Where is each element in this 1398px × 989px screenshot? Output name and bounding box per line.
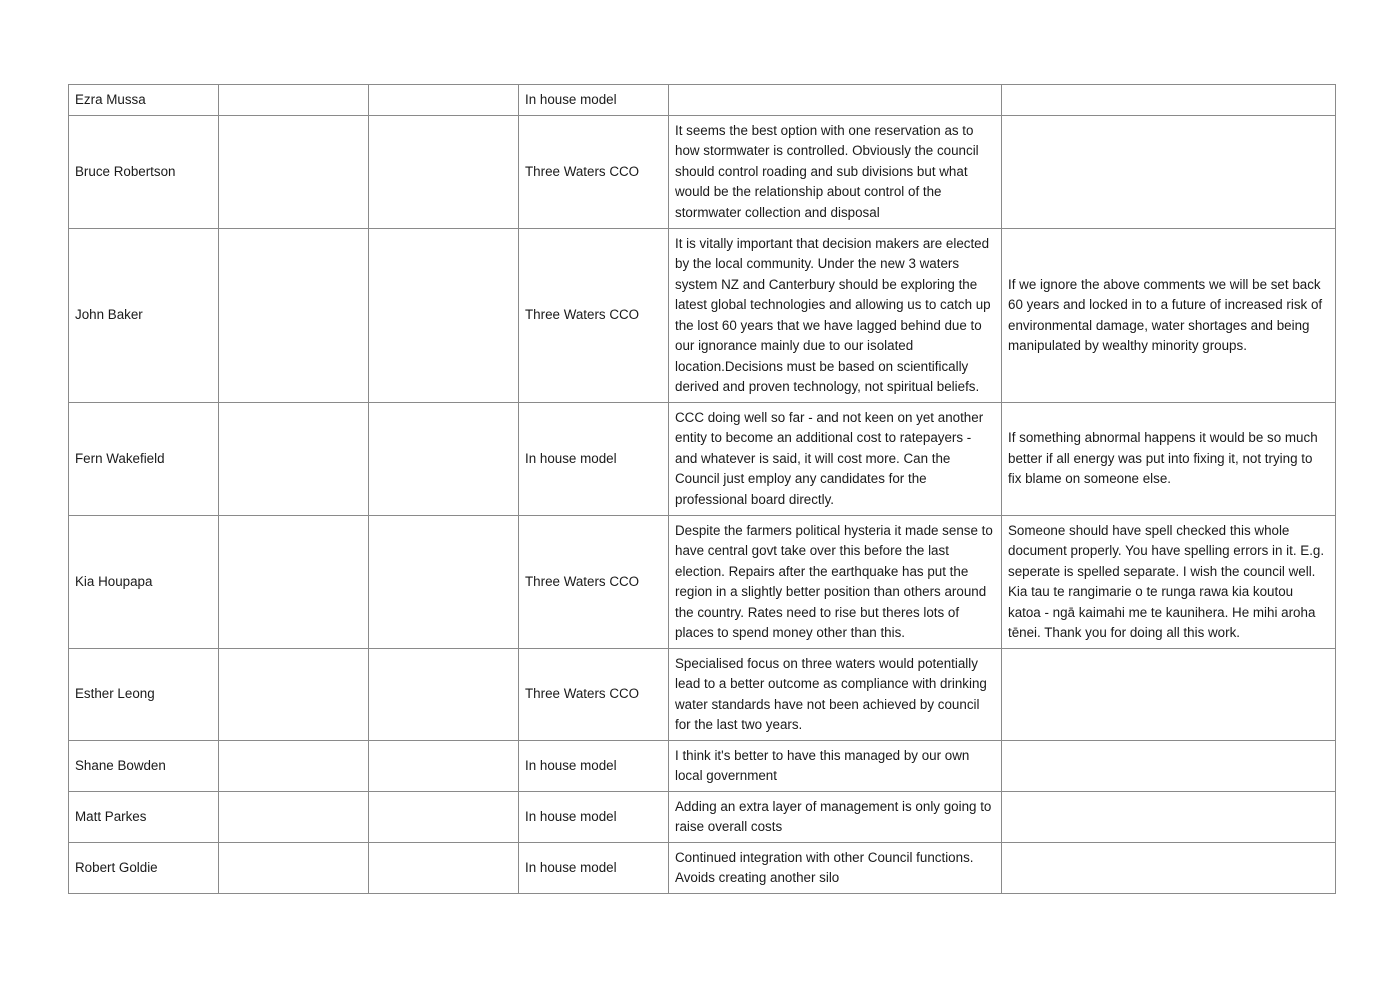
preferred-option: In house model (519, 843, 669, 894)
reason-cell: Adding an extra layer of management is only going to raise overall costs (669, 792, 1002, 843)
preferred-option: Three Waters CCO (519, 116, 669, 229)
other-comments-cell: Someone should have spell checked this whole document properly. You have spelling errors in it. E.g. seperate is spelled separate. I wish the council well. Kia tau te rangimarie o te runga rawa kia koutou katoa - ngā kaimahi me te kaunihera. He mihi aroha tēnei. Thank you for doing all this work. (1002, 516, 1336, 649)
submitter-name: Esther Leong (69, 649, 219, 741)
other-comments-cell: If something abnormal happens it would be so much better if all energy was put into fixing it, not trying to fix blame on someone else. (1002, 403, 1336, 516)
reason-cell: It seems the best option with one reservation as to how stormwater is controlled. Obviously the council should control roading and sub divisions but what would be the relationship about control of the stormwater collection and disposal (669, 116, 1002, 229)
empty-cell (369, 85, 519, 116)
reason-cell: Continued integration with other Council functions. Avoids creating another silo (669, 843, 1002, 894)
submitter-name: Kia Houpapa (69, 516, 219, 649)
empty-cell (219, 792, 369, 843)
empty-cell (219, 116, 369, 229)
empty-cell (369, 792, 519, 843)
preferred-option: Three Waters CCO (519, 516, 669, 649)
empty-cell (369, 649, 519, 741)
empty-cell (369, 403, 519, 516)
empty-cell (219, 741, 369, 792)
table-row (69, 843, 1336, 894)
reason-cell (669, 85, 1002, 116)
table-row (69, 403, 1336, 516)
table-row (69, 792, 1336, 843)
preferred-option: Three Waters CCO (519, 649, 669, 741)
preferred-option: Three Waters CCO (519, 229, 669, 403)
submissions-table (68, 84, 1336, 894)
empty-cell (219, 516, 369, 649)
submitter-name: Shane Bowden (69, 741, 219, 792)
submitter-name: Bruce Robertson (69, 116, 219, 229)
submitter-name: Ezra Mussa (69, 85, 219, 116)
other-comments-cell (1002, 85, 1336, 116)
reason-cell: Specialised focus on three waters would potentially lead to a better outcome as compliance with drinking water standards have not been achieved by council for the last two years. (669, 649, 1002, 741)
reason-cell: It is vitally important that decision makers are elected by the local community. Under the new 3 waters system NZ and Canterbury should be exploring the latest global technologies and allowing us to catch up the lost 60 years that we have lagged behind due to our ignorance mainly due to our isolated location.Decisions must be based on scientifically derived and proven technology, not spiritual beliefs. (669, 229, 1002, 403)
other-comments-cell (1002, 741, 1336, 792)
other-comments-cell: If we ignore the above comments we will be set back 60 years and locked in to a future of increased risk of environmental damage, water shortages and being manipulated by wealthy minority groups. (1002, 229, 1336, 403)
table-row (69, 741, 1336, 792)
empty-cell (369, 741, 519, 792)
table-row (69, 85, 1336, 116)
other-comments-cell (1002, 116, 1336, 229)
empty-cell (219, 843, 369, 894)
other-comments-cell (1002, 843, 1336, 894)
submitter-name: Robert Goldie (69, 843, 219, 894)
empty-cell (219, 403, 369, 516)
empty-cell (369, 516, 519, 649)
other-comments-cell (1002, 649, 1336, 741)
empty-cell (219, 229, 369, 403)
reason-cell: CCC doing well so far - and not keen on yet another entity to become an additional cost to ratepayers - and whatever is said, it will cost more. Can the Council just employ any candidates for the professional board directly. (669, 403, 1002, 516)
reason-cell: I think it's better to have this managed by our own local government (669, 741, 1002, 792)
table-row (69, 516, 1336, 649)
table-row (69, 649, 1336, 741)
reason-cell: Despite the farmers political hysteria it made sense to have central govt take over this before the last election. Repairs after the earthquake has put the region in a slightly better position than others around the country. Rates need to rise but theres lots of places to spend money other than this. (669, 516, 1002, 649)
empty-cell (219, 85, 369, 116)
submitter-name: John Baker (69, 229, 219, 403)
preferred-option: In house model (519, 85, 669, 116)
empty-cell (369, 229, 519, 403)
other-comments-cell (1002, 792, 1336, 843)
preferred-option: In house model (519, 403, 669, 516)
submitter-name: Matt Parkes (69, 792, 219, 843)
empty-cell (369, 116, 519, 229)
submitter-name: Fern Wakefield (69, 403, 219, 516)
empty-cell (219, 649, 369, 741)
empty-cell (369, 843, 519, 894)
preferred-option: In house model (519, 792, 669, 843)
table-row (69, 116, 1336, 229)
preferred-option: In house model (519, 741, 669, 792)
table-row (69, 229, 1336, 403)
